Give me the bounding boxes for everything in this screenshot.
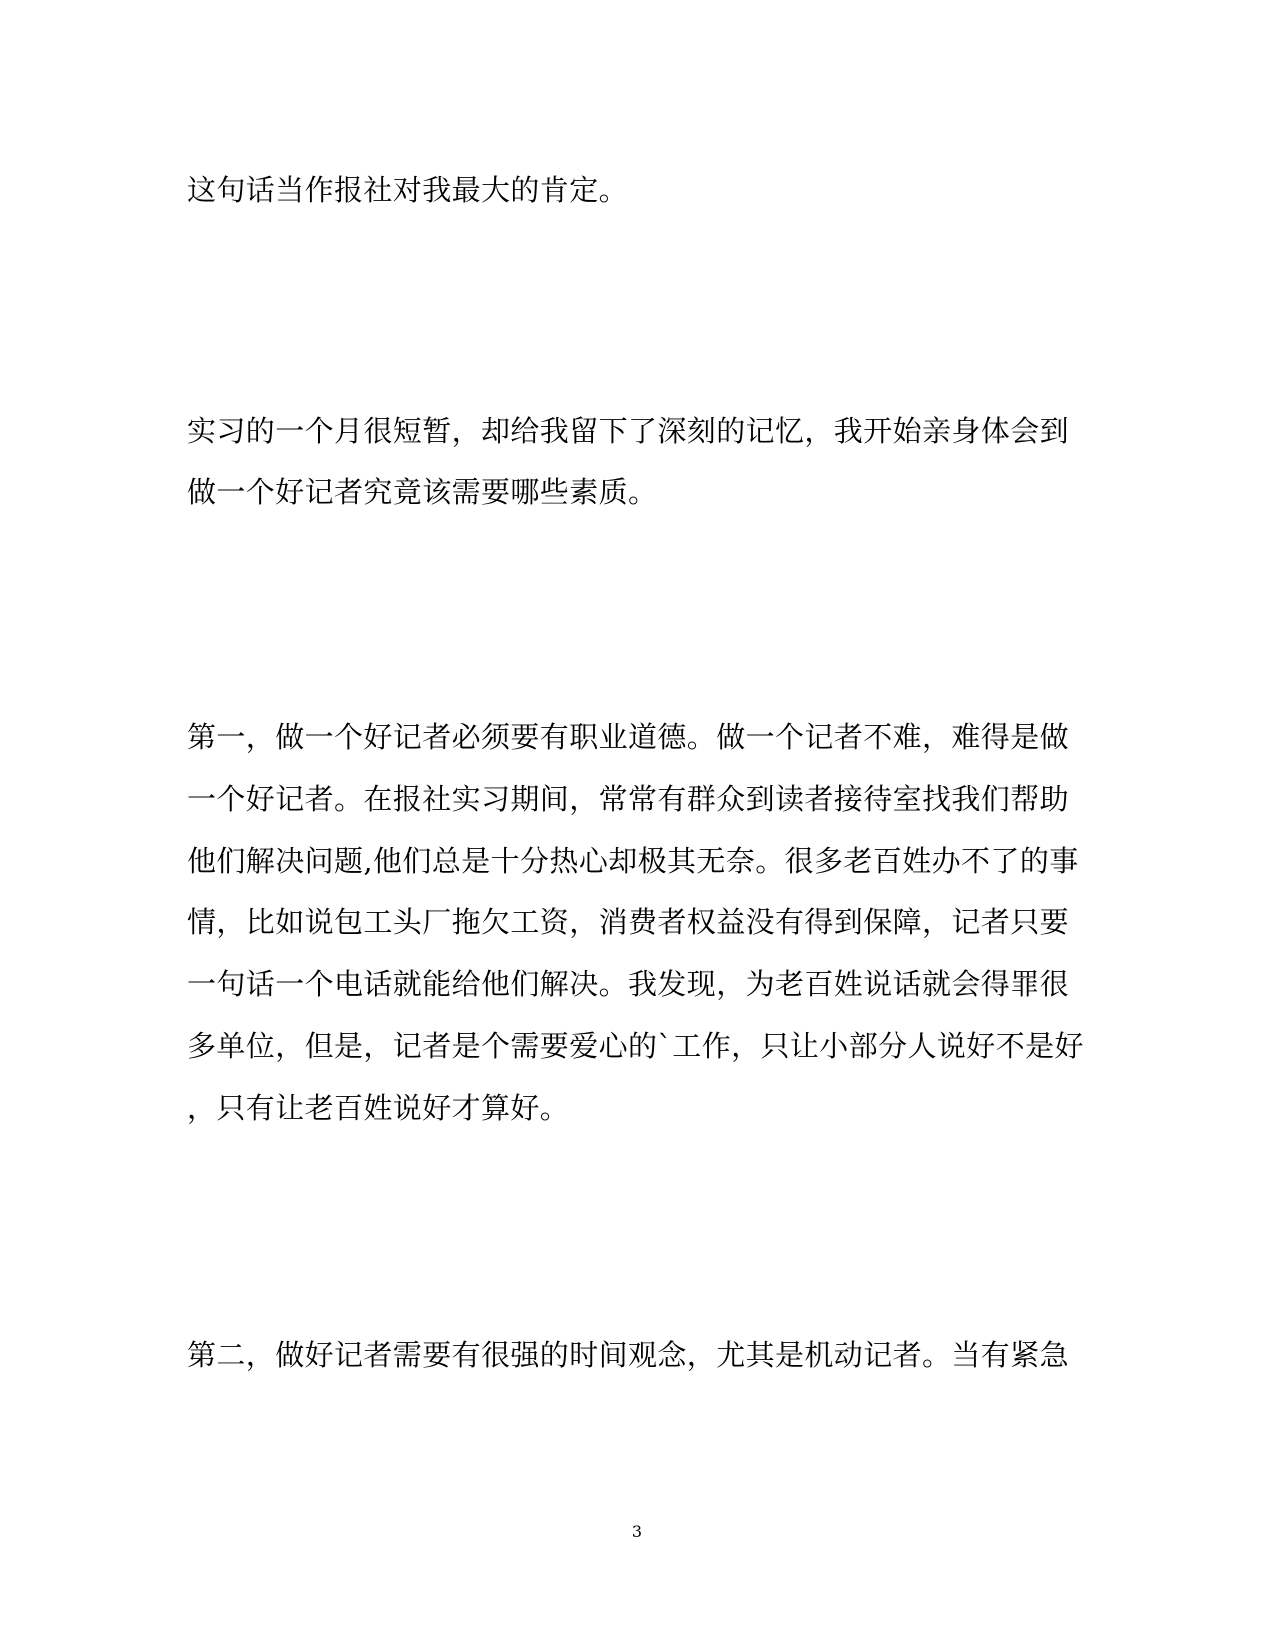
paragraph-3-line-3: 他们解决问题,他们总是十分热心却极其无奈。很多老百姓办不了的事	[187, 844, 1079, 878]
paragraph-2-line-2: 做一个好记者究竟该需要哪些素质。	[187, 475, 658, 509]
paragraph-1-line-1: 这句话当作报社对我最大的肯定。	[187, 173, 629, 207]
paragraph-3-line-7: ，只有让老百姓说好才算好。	[187, 1091, 570, 1125]
paragraph-3-line-4: 情，比如说包工头厂拖欠工资，消费者权益没有得到保障，记者只要	[187, 905, 1070, 939]
paragraph-3-line-1: 第一，做一个好记者必须要有职业道德。做一个记者不难，难得是做	[187, 720, 1070, 754]
paragraph-3-line-2: 一个好记者。在报社实习期间，常常有群众到读者接待室找我们帮助	[187, 782, 1070, 816]
page-number: 3	[631, 1522, 643, 1541]
paragraph-3-line-6: 多单位，但是，记者是个需要爱心的`工作，只让小部分人说好不是好	[187, 1029, 1084, 1063]
paragraph-2-line-1: 实习的一个月很短暂，却给我留下了深刻的记忆，我开始亲身体会到	[187, 414, 1070, 448]
paragraph-4-line-1: 第二，做好记者需要有很强的时间观念，尤其是机动记者。当有紧急	[187, 1338, 1070, 1372]
paragraph-3-line-5: 一句话一个电话就能给他们解决。我发现，为老百姓说话就会得罪很	[187, 967, 1070, 1001]
